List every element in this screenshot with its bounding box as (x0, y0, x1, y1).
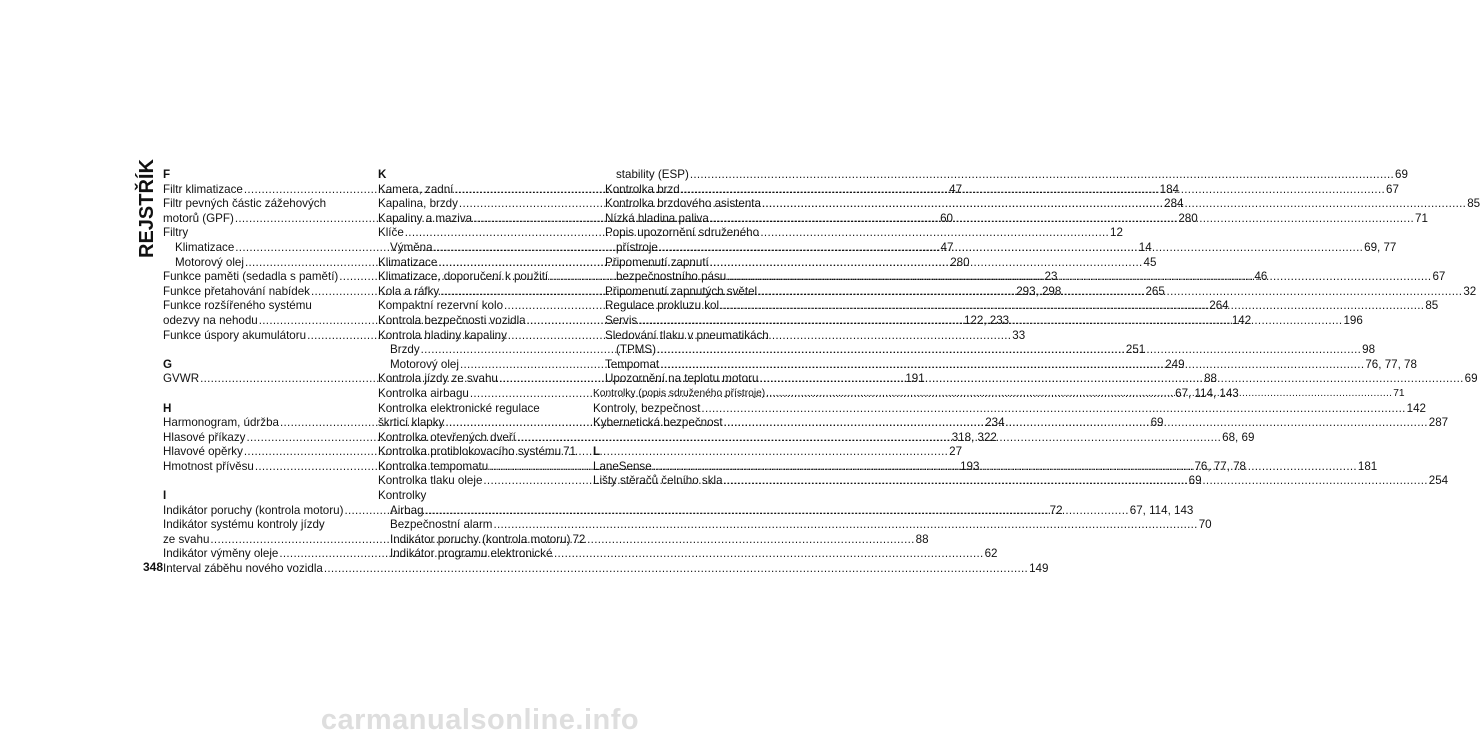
entry-text: Klimatizace (378, 255, 438, 269)
entry-page: 72 (1049, 503, 1063, 517)
entry-text: Kontrolky (popis sdruženého přístroje) (593, 387, 766, 399)
side-title (128, 159, 160, 260)
section-letter: F (163, 168, 171, 181)
entry-text: Kontrola jízdy ze svahu (378, 372, 498, 386)
entry-text: Nízká hladina paliva (605, 211, 709, 225)
entry-text: Hlasové příkazy (163, 430, 246, 444)
entry-page: 72 (572, 532, 586, 546)
section-gap (163, 387, 361, 402)
entry-text: Kamera, zadní (378, 182, 454, 196)
entry-text: Kontrolka otevřených dveří (378, 430, 516, 444)
entry-text: GVWR (163, 372, 200, 386)
entry-text: Funkce přetahování nabídek (163, 284, 310, 298)
dot-leader (724, 416, 1428, 431)
entry-page: 280 (950, 255, 970, 269)
entry-page: 70 (1198, 518, 1212, 532)
section-gap (593, 431, 791, 446)
dot-leader (690, 168, 1394, 183)
entry-page: 284 (1164, 197, 1184, 211)
entry-page: 45 (1143, 255, 1157, 269)
entry-text: Výměna (390, 240, 433, 254)
entry-page: 293, 298 (1016, 284, 1062, 298)
entry-page: 85 (1425, 299, 1439, 313)
entry-text: Kontrolka protiblokovacího systému (378, 445, 562, 459)
dot-leader (720, 299, 1424, 314)
index-entry: Sledování tlaku v pneumatikách (605, 328, 769, 342)
entry-text: Regulace prokluzu kol (605, 299, 720, 313)
entry-text: Indikátor výměny oleje (163, 547, 279, 561)
entry-text: Hmotnost přívěsu (163, 459, 254, 473)
entry-page: 27 (949, 445, 963, 459)
index-entry: Popis upozornění sdruženého (605, 226, 760, 240)
entry-text: Kapalina, brzdy (378, 197, 458, 211)
entry-page: 251 (1125, 343, 1146, 357)
entry-text: Hlavové opěrky (163, 445, 243, 459)
entry-text: Klíče (378, 226, 404, 240)
index-entry: Filtr pevných částic zážehových (163, 197, 327, 211)
index-entry (378, 532, 586, 548)
dot-leader (657, 343, 1361, 358)
entry-text: Klimatizace, doporučení k použití (378, 270, 549, 284)
entry-page: 264 (1209, 299, 1229, 313)
dot-leader (660, 358, 1364, 373)
entry-page: 71 (1415, 211, 1428, 225)
entry-text: Brzdy (390, 343, 420, 357)
entry-page: 149 (1029, 562, 1049, 576)
entry-text: motorů (GPF) (163, 211, 234, 225)
entry-text: stability (ESP) (616, 168, 689, 181)
dot-leader (762, 197, 1466, 212)
entry-page: 191 (905, 372, 925, 386)
entry-text: Kontrolka tempomatu (378, 459, 489, 473)
dot-leader (766, 387, 1392, 402)
entry-page: 98 (1362, 343, 1376, 357)
entry-page: 71 (563, 445, 576, 459)
entry-text: Filtr klimatizace (163, 182, 243, 196)
entry-text: Kola a ráfky (378, 284, 440, 298)
entry-page: 32 (1463, 284, 1477, 298)
entry-page: 280 (1178, 211, 1198, 225)
section-letter: I (163, 489, 167, 503)
entry-text: Kybernetická bezpečnost (593, 416, 723, 430)
entry-page: 12 (1110, 226, 1123, 240)
section-letter: L (593, 445, 601, 459)
entry-page: 23 (1044, 270, 1058, 284)
dot-leader (710, 212, 1414, 227)
dot-leader (638, 314, 1342, 329)
section-gap (163, 343, 361, 358)
entry-page: 62 (984, 547, 998, 561)
entry-page: 71 (1393, 387, 1405, 399)
entry-text: Funkce paměti (sedadla s pamětí) (163, 270, 339, 284)
entry-text: Harmonogram, údržba (163, 416, 279, 430)
dot-leader (659, 241, 1363, 256)
entry-page: 47 (949, 182, 963, 196)
index-entry (378, 518, 1212, 533)
index-entry: Kontrola hladiny kapaliny (378, 328, 507, 342)
entry-page: 67, 114, 143 (1129, 503, 1194, 517)
entry-text: Indikátor poruchy (kontrola motoru) (390, 532, 571, 546)
index-entry: Připomenutí zapnutí (605, 255, 709, 269)
entry-text: (TPMS) (616, 343, 656, 357)
entry-page: 249 (1165, 357, 1185, 371)
entry-page: 67 (1386, 182, 1399, 196)
entry-text: Kontrolka airbagu (378, 386, 469, 400)
entry-page: 196 (1343, 313, 1363, 327)
entry-text: LaneSense (593, 459, 652, 473)
entry-page: 88 (1204, 372, 1218, 386)
entry-page: 69 (1395, 168, 1408, 181)
entry-page: 60 (940, 211, 953, 225)
entry-text: Lišty stěračů čelního skla (593, 474, 723, 488)
entry-text: Kontroly, bezpečnost (593, 401, 701, 415)
dot-leader (653, 460, 1357, 475)
index-entry: Indikátor systému kontroly jízdy (163, 518, 325, 532)
entry-page: 85 (1467, 197, 1480, 211)
dot-leader (425, 504, 1129, 519)
section-letter: H (163, 401, 172, 415)
entry-page: 287 (1428, 416, 1449, 430)
dot-leader (724, 474, 1428, 489)
entry-text: Kontrolka brzd (605, 182, 680, 196)
entry-page: 181 (1357, 459, 1378, 473)
entry-page: 122, 233 (964, 313, 1010, 327)
entry-page: 76, 77, 78 (1194, 459, 1247, 473)
entry-page: 193 (960, 459, 980, 473)
entry-text: Kapaliny a maziva (378, 211, 473, 225)
section-gap (163, 474, 361, 489)
entry-text: Připomenutí zapnutých světel (605, 284, 758, 298)
entry-text: Kompaktní rezervní kolo (378, 299, 504, 313)
entry-text: Kontrolka tlaku oleje (378, 474, 483, 488)
entry-page: 88 (915, 532, 929, 546)
dot-leader (701, 402, 1405, 417)
entry-page: 254 (1428, 474, 1449, 488)
entry-page: 234 (985, 416, 1005, 430)
entry-page: 69 (1150, 416, 1164, 430)
dot-leader (727, 270, 1431, 285)
section-letter: G (163, 357, 173, 371)
entry-text: Upozornění na teplotu motoru (605, 372, 759, 386)
entry-text: Motorový olej (390, 357, 459, 371)
entry-text: Bezpečnostní alarm (390, 518, 493, 532)
entry-page: 184 (1159, 182, 1179, 196)
entry-text: Indikátor poruchy (kontrola motoru) (163, 503, 344, 517)
entry-page: 14 (1138, 240, 1152, 254)
side-title-text: REJSTŘÍK (136, 159, 158, 258)
entry-text: Klimatizace (175, 240, 235, 254)
entry-page: 33 (1012, 328, 1026, 342)
entry-page: 69 (1464, 372, 1478, 386)
entry-text: Kontrola bezpečnosti vozidla (378, 313, 526, 327)
entry-page: 142 (1231, 313, 1252, 327)
page-number: 348 (143, 560, 164, 574)
entry-text: škrticí klapky (378, 416, 445, 430)
entry-text: bezpečnostního pásu (616, 270, 727, 284)
dot-leader (324, 562, 1028, 577)
entry-page: 69 (1188, 474, 1202, 488)
entry-page: 265 (1145, 284, 1165, 298)
index-entry (163, 562, 1049, 577)
entry-text: odezvy na nehodu (163, 313, 258, 327)
dot-leader (493, 518, 1197, 533)
entry-page: 47 (940, 240, 954, 254)
entry-page: 67 (1432, 270, 1446, 284)
entry-text: Interval záběhu nového vozidla (163, 562, 323, 576)
index-entry: Kontrolky (378, 489, 427, 503)
entry-page: 67, 114, 143 (1175, 386, 1239, 400)
entry-text: Tempomat (605, 357, 660, 371)
entry-page: 142 (1406, 401, 1426, 415)
index-entry: Indikátor programu elektronické (390, 547, 553, 561)
entry-text: Servis (605, 313, 638, 327)
section-letter: K (378, 168, 387, 181)
entry-text: přístroje (616, 240, 658, 254)
entry-page: 46 (1254, 270, 1268, 284)
index-entry (378, 445, 576, 460)
dot-leader (758, 285, 1462, 300)
entry-text: Kontrolka brzdového asistenta (605, 197, 761, 211)
entry-text: Motorový olej (175, 255, 244, 269)
index-entry: Filtry (163, 226, 189, 240)
entry-text: Funkce úspory akumulátoru (163, 328, 307, 342)
index-entry (593, 168, 1408, 183)
entry-page: 76, 77, 78 (1365, 357, 1417, 371)
entry-page: 69, 77 (1364, 240, 1397, 254)
entry-text: Airbag (390, 503, 424, 517)
index-entry (593, 401, 1426, 417)
dot-leader (681, 183, 1385, 198)
watermark: carmanualsonline.info (320, 704, 640, 736)
index-entry: Funkce rozšířeného systému (163, 299, 312, 313)
entry-text: ze svahu (163, 532, 210, 546)
dot-leader (759, 372, 1463, 387)
entry-page: 68, 69 (1222, 430, 1255, 444)
entry-page: 318, 322 (951, 430, 997, 444)
index-entry: Kontrolka elektronické regulace (378, 401, 540, 415)
